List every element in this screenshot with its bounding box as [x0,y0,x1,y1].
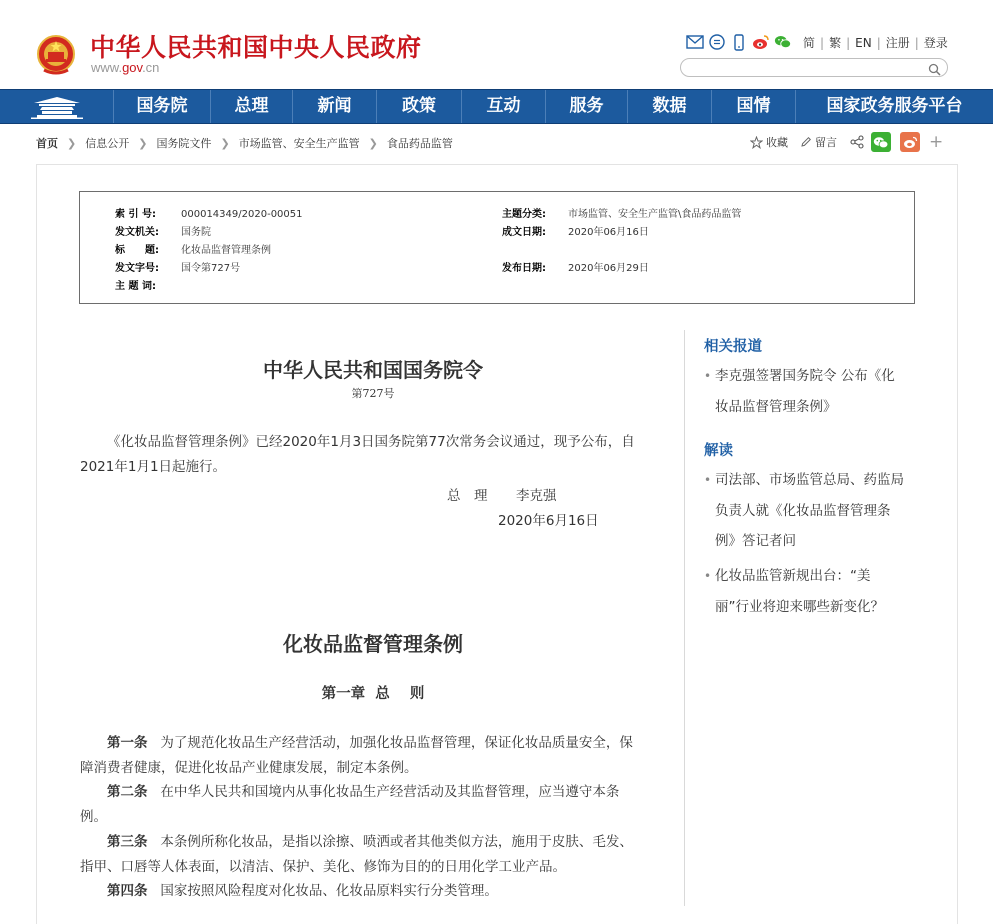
favorite-label: 收藏 [766,136,788,149]
nav-data[interactable]: 数据 [627,90,711,123]
breadcrumb-market-supervision[interactable]: 市场监管、安全生产监管 [238,137,360,150]
meta-docno [115,259,240,274]
article-2 [80,780,666,829]
nav-gov-service-platform[interactable]: 国家政务服务平台 [795,90,993,123]
article-2-lead: 第二条 [107,784,148,800]
related-link-1-line-1: 李克强签署国务院令 公布《化 [715,368,895,384]
meta-keywords-label: 主 题 词: [115,281,156,292]
meta-keywords [115,277,181,292]
regulation-title: 化妆品监督管理条例 [283,632,463,656]
domain-highlight: gov [122,60,143,75]
site-title[interactable]: 中华人民共和国中央人民政府 [90,33,422,62]
related-reports-heading: 相关报道 [704,339,762,355]
chevron-right-icon: ❯ [67,136,77,150]
meta-title [115,241,271,256]
signature-date: 2020年6月16日 [498,513,599,529]
domain-prefix: www. [91,60,123,75]
article-3 [80,830,666,879]
article-4-line-1: 国家按照风险程度对化妆品、化妆品原料实行分类管理。 [160,883,498,899]
interpretation-link-2-line-2: 丽”行业将迎来哪些新变化？ [715,598,884,615]
meta-title-label: 标 题: [115,245,159,256]
article-3-lead: 第三条 [107,834,148,850]
lang-links: 简 | 繁 | EN | 注册 | 登录 [803,36,948,50]
meta-published-label: 发布日期: [502,263,546,274]
meta-topic [502,205,741,220]
comment-label: 留言 [815,136,837,149]
interpretation-link-2-line-1: 化妆品监管新规出台：“美 [715,568,871,584]
lang-simplified-link[interactable]: 简 [803,36,816,50]
message-icon[interactable] [708,33,726,51]
chevron-right-icon: ❯ [138,136,148,150]
weibo-share-icon[interactable] [900,132,920,152]
main-nav [0,89,993,124]
meta-title-value: 化妆品监督管理条例 [181,245,271,256]
article-1 [80,731,666,780]
related-link-1-line-2: 妆品监督管理条例》 [715,398,837,415]
comment-button[interactable] [800,134,837,150]
meta-created [502,223,649,238]
login-link[interactable]: 登录 [923,36,948,50]
breadcrumb-info-disclosure[interactable]: 信息公开 [85,137,130,150]
signature-name: 李克强 [516,488,557,504]
document-metadata [79,191,915,304]
nav-services[interactable]: 服务 [545,90,627,123]
meta-issuer [115,223,211,238]
article-1-line-2: 障消费者健康，促进化妆品产业健康发展，制定本条例。 [80,759,418,776]
interpretation-link-1-line-2: 负责人就《化妆品监督管理条 [715,502,891,519]
related-link-1[interactable] [704,361,914,422]
article-3-line-2: 指甲、口唇等人体表面，以清洁、保护、美化、修饰为目的的日用化学工业产品。 [80,858,566,875]
search-icon[interactable] [928,61,941,74]
favorite-button[interactable] [750,134,788,150]
bullet-icon: • [704,473,712,487]
register-link[interactable]: 注册 [885,36,910,50]
order-number: 第727号 [351,387,395,400]
meta-published-value: 2020年06月29日 [568,263,649,274]
bullet-icon: • [704,569,712,583]
signature-role: 总 理 [447,488,488,504]
search-box [680,58,948,77]
article-2-line-1: 在中华人民共和国境内从事化妆品生产经营活动及其监督管理，应当遵守本条 [160,784,620,800]
lang-english-link[interactable]: EN [855,36,872,50]
wechat-icon[interactable] [774,33,792,51]
share-icon[interactable] [849,132,865,152]
search-input[interactable] [691,60,927,75]
share-toolbar [750,131,943,153]
domain-suffix: .cn [142,60,160,75]
home-nav-icon[interactable] [0,90,113,123]
meta-index-value: 000014349/2020-00051 [181,209,303,220]
interpretation-link-1[interactable] [704,465,914,557]
meta-created-label: 成文日期: [502,227,546,238]
article-title: 中华人民共和国国务院令 [263,358,483,382]
chevron-right-icon: ❯ [220,136,230,150]
weibo-icon[interactable] [752,33,770,51]
sidebar-divider [684,330,685,906]
interpretation-heading: 解读 [704,443,733,459]
article-3-line-1: 本条例所称化妆品，是指以涂擦、喷洒或者其他类似方法，施用于皮肤、毛发、 [160,834,633,850]
header-tool-icons [686,33,792,51]
meta-issuer-label: 发文机关: [115,227,159,238]
interpretation-link-2[interactable] [704,561,914,622]
plus-icon[interactable]: + [929,132,944,152]
article-2-line-2: 例。 [80,808,107,825]
interpretation-link-1-line-1: 司法部、市场监管总局、药监局 [715,472,904,488]
interpretation-link-1-line-3: 例》答记者问 [715,533,796,549]
pencil-icon [800,136,812,148]
chevron-right-icon: ❯ [368,136,378,150]
nav-premier[interactable]: 总理 [210,90,292,123]
meta-created-value: 2020年06月16日 [568,227,649,238]
bullet-icon: • [704,369,712,383]
article-4 [80,879,666,904]
national-emblem-icon[interactable] [36,34,76,76]
meta-index-label: 索 引 号: [115,209,156,220]
mail-icon[interactable] [686,33,704,51]
breadcrumb [36,135,453,151]
chapter-heading: 第一章 总 则 [321,686,425,702]
nav-policy[interactable]: 政策 [376,90,461,123]
mobile-icon[interactable] [730,33,748,51]
breadcrumb-council-docs[interactable]: 国务院文件 [156,137,212,150]
meta-issuer-value: 国务院 [181,227,211,238]
article-1-line-1: 为了规范化妆品生产经营活动，加强化妆品监督管理，保证化妆品质量安全，保 [160,735,633,751]
breadcrumb-food-drug[interactable]: 食品药品监管 [386,137,453,150]
lang-traditional-link[interactable]: 繁 [829,36,842,50]
breadcrumb-home[interactable]: 首页 [36,137,58,150]
meta-topic-value: 市场监管、安全生产监管\食品药品监管 [568,209,742,220]
meta-published [502,259,649,274]
meta-docno-value: 国令第727号 [181,263,241,274]
intro-paragraph [80,430,666,479]
article-1-lead: 第一条 [107,735,148,751]
meta-index [115,205,303,220]
nav-national-info[interactable]: 国情 [711,90,795,123]
star-icon [750,136,763,149]
nav-state-council[interactable]: 国务院 [113,90,210,123]
wechat-share-icon[interactable] [871,132,891,152]
nav-news[interactable]: 新闻 [292,90,376,123]
site-domain [91,60,159,75]
meta-docno-label: 发文字号: [115,263,159,274]
article-4-lead: 第四条 [107,883,148,899]
intro-line-2: 2021年1月1日起施行。 [80,458,227,475]
nav-interaction[interactable]: 互动 [461,90,545,123]
intro-line-1: 《化妆品监督管理条例》已经2020年1月3日国务院第77次常务会议通过，现予公布，自 [107,434,635,450]
meta-topic-label: 主题分类: [502,209,546,220]
